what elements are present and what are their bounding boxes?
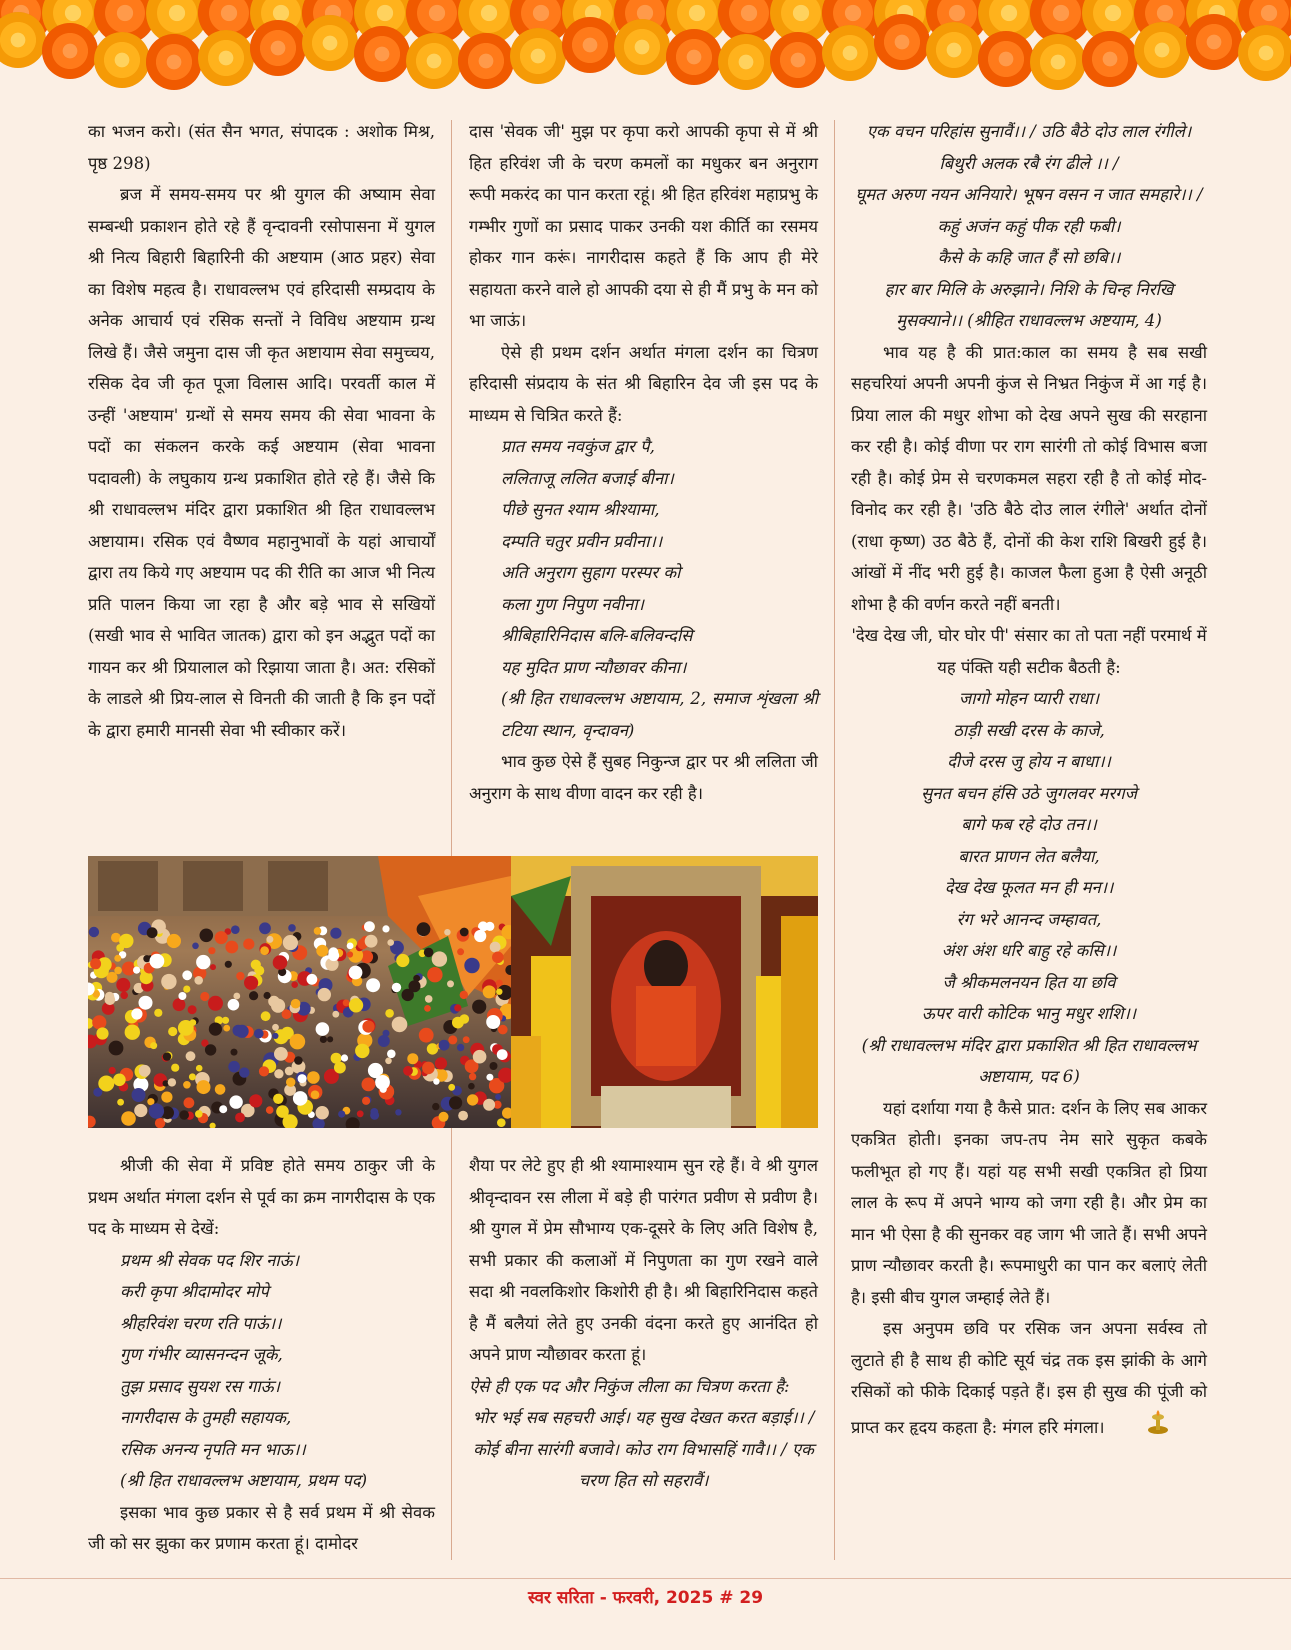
crowd-figure bbox=[382, 925, 389, 932]
crowd-figure bbox=[249, 991, 258, 1000]
verse-line: ललिताजू ललित बजाई बीना। bbox=[501, 468, 674, 488]
crowd-figure bbox=[464, 958, 479, 973]
crowd-figure bbox=[105, 992, 114, 1001]
column-2-top bbox=[469, 116, 818, 809]
marigold-flower bbox=[146, 34, 202, 90]
crowd-figure bbox=[497, 1049, 508, 1060]
crowd-figure bbox=[196, 1065, 203, 1072]
crowd-figure bbox=[116, 978, 130, 992]
crowd-figure bbox=[196, 955, 210, 969]
crowd-figure bbox=[163, 1052, 171, 1060]
crowd-figure bbox=[149, 1103, 164, 1118]
crowd-figure bbox=[208, 996, 223, 1011]
crowd-figure bbox=[341, 1054, 348, 1061]
crowd-figure bbox=[402, 989, 414, 1001]
crowd-figure bbox=[347, 951, 353, 957]
crowd-figure bbox=[179, 1110, 189, 1120]
crowd-figure bbox=[486, 1015, 500, 1029]
crowd-figure bbox=[89, 927, 99, 937]
crowd-figure bbox=[117, 1099, 124, 1106]
marigold-flower bbox=[1238, 25, 1291, 81]
marigold-garland bbox=[0, 0, 1291, 115]
crowd-figure bbox=[458, 1111, 468, 1121]
crowd-figure bbox=[318, 988, 331, 1001]
crowd-figure bbox=[168, 1078, 176, 1086]
crowd-figure bbox=[457, 1044, 464, 1051]
verse-line: दम्पति चतुर प्रवीन प्रवीना।। bbox=[501, 531, 663, 551]
crowd-figure bbox=[271, 999, 285, 1013]
marigold-flower bbox=[510, 28, 566, 84]
crowd-figure bbox=[120, 992, 128, 1000]
verse-line: श्रीहरिवंश चरण रति पाऊं।। bbox=[120, 1313, 282, 1333]
crowd-figure bbox=[131, 1008, 142, 1019]
crowd-figure bbox=[349, 966, 363, 980]
verse-line: जागो मोहन प्यारी राधा। bbox=[958, 689, 1100, 708]
crowd-figure bbox=[413, 975, 420, 982]
paragraph: 'देख देख जी, घोर घोर पी' संसार का तो पता नहीं परमार्थ में यह पंक्ति यही सटीक बैठती है: bbox=[851, 626, 1207, 677]
crowd-figure bbox=[264, 992, 271, 999]
crowd-figure bbox=[294, 1056, 303, 1065]
marigold-flower bbox=[42, 23, 98, 79]
verse-line: ठाड़ी सखी दरस के काजे, bbox=[953, 720, 1105, 740]
paragraph: भाव यह है की प्रात:काल का समय है सब सखी सहचरियां अपनी अपनी कुंज से निभ्रत निकुंज में आ गई है। प्रिया लाल की मधुर शोभा को देख अपने सुख की सरहाना कर रही है। कोई वीणा पर राग सारंगी तो कोई विभास बजा रही है। कोई प्रेम से चरणकमल सहरा रही है तो कोई मोद-विनोद कर रही है। 'उठि बैठे दोउ लाल रंगीले' अर्थात दोनों (राधा कृष्ण) उठ बैठे हैं, दोनों की केश राशि बिखरी हुई है। आंखों में नींद भरी हुई है। काजल फैला हुआ है ऐसी अनूठी शोभा है की वर्णन करते नहीं बनती। bbox=[851, 342, 1207, 614]
crowd-figure bbox=[449, 1096, 462, 1109]
paragraph: यहां दर्शाया गया है कैसे प्रात: दर्शन के लिए सब आकर एकत्रित होती। इनका जप-तप नेम सारे सुकृत कबके फलीभूत हो गए हैं। यहां यह सभी सखी एकत्रित हो प्रिया लाल के रूप में अपने भाग्य को जगा रही है। और प्रेम का मान भी ऐसा है की सुनकर वह जाग भी जाते हैं। सभी अपने प्राण न्यौछावर करती है। रूपमाधुरी का पान कर बलाएं लेती है। इसी बीच युगल जम्हाई लेते हैं। bbox=[851, 1098, 1207, 1307]
verse-line: कला गुण निपुण नवीना। bbox=[501, 594, 644, 614]
crowd-figure bbox=[452, 1017, 464, 1029]
crowd-figure bbox=[266, 1106, 274, 1114]
crowd-figure bbox=[195, 1110, 203, 1118]
crowd-figure bbox=[286, 1078, 295, 1087]
crowd-figure bbox=[210, 964, 216, 970]
crowd-figure bbox=[182, 970, 192, 980]
crowd-figure bbox=[236, 972, 244, 980]
crowd-figure bbox=[219, 1105, 227, 1113]
crowd-figure bbox=[392, 1017, 408, 1033]
crowd-figure bbox=[251, 960, 261, 970]
crowd-figure bbox=[283, 935, 298, 950]
verse-line: एक वचन परिहांस सुनावैं।। / उठि बैठे दोउ लाल रंगीले। बिथुरी अलक रबै रंग ढीले ।। / bbox=[866, 122, 1192, 173]
crowd-figure bbox=[387, 939, 394, 946]
paragraph: ब्रज में समय-समय पर श्री युगल की अष्याम सेवा सम्बन्धी प्रकाशन होते रहे हैं वृन्दावनी रसोपासना में युगल श्री नित्य बिहारी बिहारिनी की अष्टयाम (आठ प्रहर) सेवा का विशेष महत्व है। राधावल्लभ एवं हरिदासी सम्प्रदाय के अनेक आचार्य एवं रसिक सन्तों ने विविध अष्टयाम ग्रन्थ लिखे हैं। जैसे जमुना दास जी कृत अष्टायाम सेवा समुच्चय, रसिक देव जी कृत पूजा विलास आदि। परवर्ती काल में उन्हीं 'अष्टयाम' ग्रन्थों से समय समय की सेवा भावना के पदों का संकलन करके कई अष्टयाम (सेवा भावना पदावली) के लघुकाय ग्रन्थ प्रकाशित होते रहे हैं। जैसे कि श्री राधावल्लभ मंदिर द्वारा प्रकाशित श्री हित राधावल्लभ अष्टायाम। रसिक एवं वैष्णव महानुभावों के यहां आचार्यों द्वारा तय किये गए अष्टयाम पद की रीति का आज भी नित्य प्रति पालन किया जा रहा है और बड़े भाव से सखियों (सखी भाव से भावित जातक) द्वारा को इन अद्भुत पदों का गायन कर श्री प्रियालाल को रिझाया जाता है। अत: रसिकों के लाडले श्री प्रिय-लाल से विनती की जाती है कि इन पदों के द्वारा हमारी मानसी सेवा भी स्वीकार करें। bbox=[88, 185, 435, 740]
verse-line: श्रीबिहारिनिदास बलि-बलिवन्दसि bbox=[501, 626, 693, 645]
crowd-figure bbox=[259, 922, 271, 934]
lamp-icon bbox=[1111, 1408, 1173, 1449]
marigold-flower bbox=[926, 22, 982, 78]
crowd-figure bbox=[188, 1005, 197, 1014]
paragraph: का भजन करो। (संत सैन भगत, संपादक : अशोक मिश्र, पृष्ठ 298) bbox=[88, 122, 435, 173]
verse-line: घूमत अरुण नयन अनियारे। भूषन वसन न जात समहारे।। / कहुं अजंन कहुं पीक रही फबी। bbox=[855, 185, 1203, 236]
crowd-figure bbox=[407, 1053, 418, 1064]
crowd-figure bbox=[209, 1023, 222, 1036]
crowd-figure bbox=[114, 955, 121, 962]
crowd-figure bbox=[249, 1094, 262, 1107]
crowd-figure bbox=[460, 991, 468, 999]
verse-line: गुण गंभीर व्यासनन्दन जूके, bbox=[120, 1345, 283, 1364]
marigold-flower bbox=[1082, 31, 1138, 87]
crowd-figure bbox=[205, 1044, 216, 1055]
crowd-figure bbox=[427, 967, 442, 982]
crowd-figure bbox=[387, 1050, 396, 1059]
crowd-figure bbox=[90, 958, 101, 969]
column-1-top bbox=[88, 116, 435, 746]
crowd-figure bbox=[366, 978, 380, 992]
column-1-bottom bbox=[88, 1150, 435, 1560]
verse-line: करी कृपा श्रीदामोदर मोपे bbox=[120, 1282, 269, 1301]
crowd-figure bbox=[473, 1050, 487, 1064]
crowd-figure bbox=[392, 983, 401, 992]
crowd-figure bbox=[290, 1034, 306, 1050]
crowd-figure bbox=[121, 1111, 136, 1126]
crowd-figure bbox=[223, 1025, 230, 1032]
crowd-figure bbox=[419, 1028, 434, 1043]
page-number: # 29 bbox=[719, 1588, 764, 1608]
crowd-figure bbox=[467, 1094, 478, 1105]
crowd-figure bbox=[492, 952, 504, 964]
crowd-figure bbox=[139, 1065, 151, 1077]
crowd-figure bbox=[468, 1083, 475, 1090]
crowd-figure bbox=[178, 992, 186, 1000]
crowd-figure bbox=[222, 1017, 229, 1024]
crowd-figure bbox=[183, 1081, 191, 1089]
crowd-figure bbox=[457, 948, 464, 955]
crowd-figure bbox=[266, 936, 273, 943]
crowd-figure bbox=[239, 1067, 249, 1077]
crowd-figure bbox=[327, 1036, 333, 1042]
paragraph: इसका भाव कुछ प्रकार से है सर्व प्रथम में श्री सेवक जी को सर झुका कर प्रणाम करता हूं। दामोदर bbox=[88, 1502, 435, 1553]
crowd-figure bbox=[291, 981, 298, 988]
crowd-figure bbox=[143, 955, 150, 962]
crowd-figure bbox=[424, 948, 434, 958]
crowd-figure bbox=[200, 929, 214, 943]
crowd-figure bbox=[125, 1025, 140, 1040]
crowd-figure bbox=[316, 945, 328, 957]
crowd-figure bbox=[424, 1005, 431, 1012]
verse-line: पीछे सुनत श्याम श्रीश्यामा, bbox=[501, 500, 660, 519]
crowd-figure bbox=[134, 1104, 147, 1117]
crowd-figure bbox=[200, 992, 209, 1001]
crowd-figure bbox=[338, 1111, 345, 1118]
crowd-figure bbox=[235, 1113, 245, 1123]
crowd-figure bbox=[427, 1043, 438, 1054]
crowd-figure bbox=[375, 1075, 390, 1090]
crowd-figure bbox=[293, 1091, 308, 1106]
verse-line: हार बार मिलि के अरुझाने। निशि के चिन्ह निरखि मुसक्याने।। (श्रीहित राधावल्लभ अष्टयाम, 4) bbox=[884, 279, 1174, 330]
crowd-figure bbox=[225, 941, 238, 954]
crowd-figure bbox=[228, 999, 240, 1011]
crowd-figure bbox=[362, 1021, 374, 1033]
marigold-flower bbox=[198, 30, 254, 86]
page-footer bbox=[0, 1585, 1291, 1608]
marigold-flower bbox=[718, 34, 774, 90]
crowd-figure bbox=[189, 1073, 196, 1080]
crowd-figure bbox=[422, 1062, 435, 1075]
crowd-figure bbox=[215, 1084, 226, 1095]
verse-line: (श्री हित राधावल्लभ अष्टायाम, प्रथम पद) bbox=[120, 1471, 368, 1490]
crowd-figure bbox=[454, 1004, 461, 1011]
verse-line: भोर भई सब सहचरी आई। यह सुख देखत करत बड़ाई।। / कोई बीना सारंगी बजावे। कोउ राग विभासहिं गावै।। / एक चरण हित सो सहरावैं। bbox=[472, 1408, 815, 1490]
magazine-name: स्वर सरिता bbox=[527, 1588, 594, 1608]
crowd-figure bbox=[150, 954, 165, 969]
crowd-figure bbox=[161, 974, 176, 989]
crowd-figure bbox=[362, 1097, 370, 1105]
crowd-figure bbox=[183, 986, 190, 993]
crowd-figure bbox=[260, 946, 269, 955]
crowd-figure bbox=[378, 1035, 390, 1047]
crowd-figure bbox=[243, 939, 254, 950]
crowd-figure bbox=[285, 1067, 294, 1076]
crowd-figure bbox=[261, 1011, 271, 1021]
crowd-figure bbox=[291, 999, 301, 1009]
verse-line: अंश अंश धरि बाहु रहे कसि।। bbox=[941, 941, 1117, 960]
marigold-flower bbox=[978, 31, 1034, 87]
crowd-figure bbox=[463, 1036, 470, 1043]
crowd-figure bbox=[349, 998, 363, 1012]
crowd-figure bbox=[113, 1074, 126, 1087]
crowd-figure bbox=[483, 985, 496, 998]
crowd-figure bbox=[109, 1067, 116, 1074]
verse-line: यह मुदित प्राण न्यौछावर कीना। bbox=[501, 657, 687, 677]
crowd-figure bbox=[194, 976, 203, 985]
crowd-figure bbox=[272, 1033, 278, 1039]
marigold-flower bbox=[666, 29, 722, 85]
crowd-figure bbox=[208, 947, 215, 954]
crowd-figure bbox=[161, 1092, 172, 1103]
verse-line: जै श्रीकमलनयन हित या छवि bbox=[942, 972, 1116, 992]
crowd-figure bbox=[139, 996, 153, 1010]
verse-line: (श्री राधावल्लभ मंदिर द्वारा प्रकाशित श्री हित राधावल्लभ अष्टायाम, पद 6) bbox=[861, 1035, 1197, 1086]
paragraph: दास 'सेवक जी' मुझ पर कृपा करो आपकी कृपा से में श्री हित हरिवंश जी के चरण कमलों का मधुकर बन अनुराग रूपी मकरंद का पान करता रहूं। श्री हित हरिवंश महाप्रभु के गम्भीर गुणों का प्रसाद पाकर उनकी यश कीर्ति का रसमय होकर गान करूं। नागरीदास कहते हैं कि आप ही मेरे सहायता करने वाले हो आपकी दया से ही मैं प्रभु के मन को भा जाऊं। bbox=[469, 122, 818, 330]
crowd-figure bbox=[307, 1071, 320, 1084]
marigold-flower bbox=[250, 20, 306, 76]
crowd-figure bbox=[133, 967, 140, 974]
column-3 bbox=[851, 116, 1207, 1448]
crowd-figure bbox=[347, 943, 354, 950]
crowd-figure bbox=[229, 1095, 242, 1108]
crowd-figure bbox=[332, 1011, 339, 1018]
verse-line: रसिक अनन्य नृपति मन भाऊ।। bbox=[120, 1439, 306, 1459]
verse-line: रंग भरे आनन्द जम्हावत, bbox=[956, 909, 1102, 929]
crowd-figure bbox=[311, 1090, 320, 1099]
verse-line: अति अनुराग सुहाग परस्पर को bbox=[501, 563, 681, 582]
crowd-figure bbox=[316, 1022, 330, 1036]
crowd-figure bbox=[403, 1066, 413, 1076]
paragraph: भाव कुछ ऐसे हैं सुबह निकुन्ज द्वार पर श्री ललिता जी अनुराग के साथ वीणा वादन कर रही है। bbox=[469, 752, 818, 803]
crowd-figure bbox=[147, 927, 158, 938]
crowd-figure bbox=[274, 1069, 283, 1078]
deity-photo bbox=[511, 856, 818, 1128]
crowd-figure bbox=[329, 947, 339, 957]
marigold-flower bbox=[406, 33, 462, 89]
crowd-figure bbox=[370, 1111, 379, 1120]
crowd-figure bbox=[215, 931, 228, 944]
crowd-figure bbox=[186, 1051, 196, 1061]
crowd-figure bbox=[236, 1025, 249, 1038]
crowd-figure bbox=[225, 961, 232, 968]
crowd-figure bbox=[439, 1040, 450, 1051]
crowd-figure bbox=[385, 1009, 394, 1018]
crowd-figure bbox=[439, 1112, 449, 1122]
crowd-figure bbox=[486, 1074, 493, 1081]
crowd-figure bbox=[109, 1041, 124, 1056]
verse-line: (श्री हित राधावल्लभ अष्टायाम, 2, समाज शृंखला श्री टटिया स्थान, वृन्दावन) bbox=[501, 689, 818, 740]
marigold-flower bbox=[562, 17, 618, 73]
verse-line: कैसे के कहि जात हैं सो छबि।। bbox=[937, 248, 1121, 267]
crowd-figure bbox=[490, 1062, 498, 1070]
verse-line: बारत प्राणन लेत बलैया, bbox=[958, 846, 1100, 866]
crowd-figure bbox=[498, 1025, 508, 1035]
crowd-figure bbox=[460, 928, 469, 937]
verse-line: प्रात समय नवकुंज द्वार पै, bbox=[501, 437, 655, 456]
crowd-figure bbox=[435, 1057, 447, 1069]
verse-line: प्रथम श्री सेवक पद शिर नाऊं। bbox=[120, 1250, 300, 1270]
crowd-figure bbox=[364, 921, 375, 932]
crowd-figure bbox=[472, 1000, 486, 1014]
column-divider bbox=[834, 120, 835, 1560]
crowd-figure bbox=[197, 1080, 211, 1094]
column-divider bbox=[451, 120, 452, 1560]
crowd-figure bbox=[316, 1106, 329, 1119]
crowd-figure bbox=[396, 954, 409, 967]
crowd-figure bbox=[320, 1036, 327, 1043]
crowd-figure bbox=[355, 1044, 369, 1058]
verse-line: नागरीदास के तुमही सहायक, bbox=[120, 1408, 292, 1427]
crowd-photo bbox=[88, 856, 511, 1128]
crowd-figure bbox=[417, 922, 431, 936]
crowd-figure bbox=[432, 951, 447, 966]
marigold-flower bbox=[874, 14, 930, 70]
verse-line: बागे फब रहे दोउ तन।। bbox=[961, 815, 1097, 834]
crowd-figure bbox=[395, 1109, 401, 1115]
crowd-figure bbox=[432, 1103, 439, 1110]
marigold-flower bbox=[1186, 14, 1242, 70]
crowd-figure bbox=[233, 993, 240, 1000]
crowd-figure bbox=[276, 1105, 289, 1118]
crowd-figure bbox=[272, 1024, 279, 1031]
marigold-flower bbox=[822, 25, 878, 81]
marigold-flower bbox=[458, 33, 514, 89]
crowd-figure bbox=[168, 1027, 177, 1036]
paragraph: श्रीजी की सेवा में प्रविष्ट होते समय ठाकुर जी के प्रथम अर्थात मंगला दर्शन से पूर्व का क्रम नागरीदास के एक पद के माध्यम से देखें: bbox=[88, 1156, 435, 1238]
crowd-figure bbox=[497, 1118, 506, 1127]
crowd-figure bbox=[307, 974, 318, 985]
crowd-figure bbox=[184, 1097, 195, 1108]
crowd-figure bbox=[298, 1074, 307, 1083]
crowd-figure bbox=[231, 1049, 238, 1056]
crowd-figure bbox=[474, 930, 486, 942]
verse-line: तुझ प्रसाद सुयश रस गाऊं। bbox=[120, 1376, 280, 1396]
crowd-figure bbox=[167, 934, 181, 948]
crowd-figure bbox=[448, 1035, 457, 1044]
crowd-figure bbox=[273, 955, 288, 970]
crowd-figure bbox=[228, 1061, 240, 1073]
marigold-flower bbox=[1134, 22, 1190, 78]
marigold-flower bbox=[770, 32, 826, 88]
paragraph: ऐसे ही प्रथम दर्शन अर्थात मंगला दर्शन का चित्रण हरिदासी संप्रदाय के संत श्री बिहारिन देव जी इस पद के माध्यम से चित्रित करते हैं: bbox=[469, 342, 818, 425]
crowd-figure bbox=[154, 1009, 162, 1017]
crowd-figure bbox=[259, 1066, 269, 1076]
crowd-figure bbox=[178, 1020, 194, 1036]
verse-line: ऊपर वारी कोटिक भानु मधुर शशि।। bbox=[921, 1004, 1137, 1023]
crowd-figure bbox=[192, 943, 199, 950]
crowd-figure bbox=[244, 976, 258, 990]
footer-rule bbox=[0, 1578, 1291, 1579]
crowd-figure bbox=[444, 929, 450, 935]
crowd-figure bbox=[469, 1073, 476, 1080]
crowd-figure bbox=[483, 1099, 495, 1111]
crowd-figure bbox=[330, 928, 341, 939]
crowd-figure bbox=[96, 1027, 108, 1039]
crowd-figure bbox=[93, 1088, 102, 1097]
crowd-figure bbox=[314, 927, 322, 935]
crowd-figure bbox=[425, 995, 433, 1003]
verse-line: दीजे दरस जु होय न बाधा।। bbox=[947, 752, 1111, 771]
issue-month: - फरवरी, 2025 bbox=[599, 1588, 714, 1608]
marigold-flower bbox=[354, 26, 410, 82]
crowd-figure bbox=[92, 1015, 106, 1029]
crowd-figure bbox=[273, 1094, 283, 1104]
crowd-figure bbox=[357, 1110, 364, 1117]
paragraph: शैया पर लेटे हुए ही श्री श्यामाश्याम सुन रहे हैं। वे श्री युगल श्रीवृन्दावन रस लीला में बड़े ही पारंगत प्रवीण से प्रवीण है। श्री युगल में प्रेम सौभाग्य एक-दूसरे के लिए अति विशेष है, सभी प्रकार की कलाओं में निपुणता का गुण रखने वाले सदा श्री नवलकिशोर किशोरी ही है। श्री बिहारिनिदास कहते है मैं बलैयां लेते हुए उनकी वंदना करते हुए आनंदित हो अपने प्राण न्यौछावर करता हूं। bbox=[469, 1156, 818, 1364]
marigold-flower bbox=[302, 15, 358, 71]
crowd-figure bbox=[288, 924, 296, 932]
verse-line: सुनत बचन हंसि उठे जुगलवर मरगजे bbox=[921, 783, 1137, 803]
crowd-figure bbox=[365, 935, 378, 948]
crowd-figure bbox=[447, 980, 454, 987]
crowd-figure bbox=[433, 1078, 439, 1084]
column-2-bottom bbox=[469, 1150, 818, 1497]
crowd-figure bbox=[171, 1064, 179, 1072]
crowd-figure bbox=[496, 989, 502, 995]
crowd-figure bbox=[254, 1029, 264, 1039]
crowd-figure bbox=[448, 1084, 455, 1091]
crowd-figure bbox=[334, 1062, 346, 1074]
crowd-figure bbox=[490, 942, 501, 953]
verse-line: देख देख फूलत मन ही मन।। bbox=[944, 878, 1114, 897]
marigold-flower bbox=[614, 19, 670, 75]
crowd-figure bbox=[119, 934, 133, 948]
verse-line: ऐसे ही एक पद और निकुंज लीला का चित्रण करता है: bbox=[469, 1376, 790, 1396]
crowd-figure bbox=[274, 1047, 288, 1061]
crowd-figure bbox=[173, 998, 186, 1011]
crowd-figure bbox=[343, 999, 350, 1006]
crowd-figure bbox=[362, 1078, 376, 1092]
paragraph: इस अनुपम छवि पर रसिक जन अपना सर्वस्व तो लुटाते ही है साथ ही कोटि सूर्य चंद्र तक इस झांकी के आगे रसिकों को फीके दिकाई पड़ते हैं। इस ही सुख की पूंजी को प्राप्त कर हृदय कहता है: मंगल हरि मंगला। bbox=[851, 1313, 1207, 1448]
crowd-figure bbox=[495, 1094, 501, 1100]
crowd-figure bbox=[150, 1042, 157, 1049]
crowd-figure bbox=[385, 1058, 392, 1065]
crowd-figure bbox=[231, 925, 240, 934]
marigold-flower bbox=[1030, 34, 1086, 90]
marigold-flower bbox=[94, 32, 150, 88]
crowd-figure bbox=[132, 1088, 146, 1102]
